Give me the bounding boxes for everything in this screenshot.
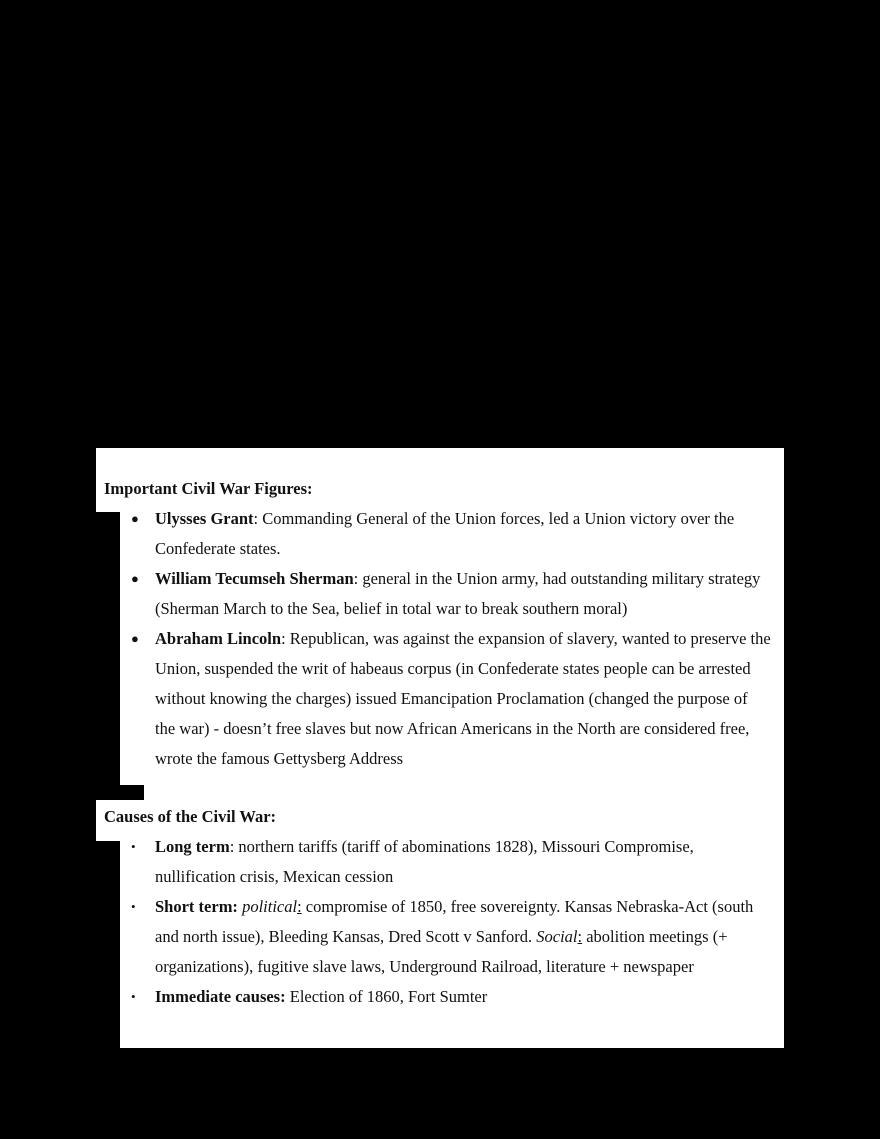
term-label: William Tecumseh Sherman bbox=[155, 569, 354, 588]
item-text: : general in the Union army, had outstanding military strategy (Sherman March to the Sea, belief in total war to break southern moral) bbox=[155, 569, 761, 618]
item-text: : northern tariffs (tariff of abominations 1828), Missouri Compromise, nullification crisis, Mexican cession bbox=[155, 837, 694, 886]
list-item-long-term bbox=[131, 832, 771, 892]
political-label: political bbox=[242, 897, 298, 916]
causes-list bbox=[131, 832, 771, 1012]
list-item-lincoln bbox=[131, 624, 771, 774]
section-heading-causes: Causes of the Civil War: bbox=[104, 807, 277, 826]
item-text: : Commanding General of the Union forces, led a Union victory over the Confederate states. bbox=[155, 509, 735, 558]
bullet-icon: • bbox=[131, 989, 136, 1004]
term-label: Long term bbox=[155, 837, 230, 856]
list-item-short-term bbox=[131, 892, 771, 982]
term-label: Ulysses Grant bbox=[155, 509, 254, 528]
bullet-icon: ● bbox=[131, 631, 139, 646]
bullet-icon: • bbox=[131, 899, 136, 914]
social-text: abolition meetings (+ organizations), fugitive slave laws, Underground Railroad, literature + newspaper bbox=[155, 927, 728, 976]
term-label: Short term: bbox=[155, 897, 238, 916]
item-text: Election of 1860, Fort Sumter bbox=[285, 987, 488, 1006]
term-label: Abraham Lincoln bbox=[155, 629, 282, 648]
list-item-grant bbox=[131, 504, 771, 564]
colon: : bbox=[297, 897, 302, 916]
section-heading-figures: Important Civil War Figures: bbox=[104, 479, 313, 498]
bullet-icon: ● bbox=[131, 571, 139, 586]
item-text: : Republican, was against the expansion of slavery, wanted to preserve the Union, suspended the writ of habeaus corpus (in Confederate states people can be arrested without knowing the charges) issued Emancipation Proclamation (changed the purpose of the war) - doesn’t free slaves but now African Americans in the North are considered free, wrote the famous Gettysberg Address bbox=[155, 629, 771, 768]
political-text: compromise of 1850, free sovereignty. Kansas Nebraska-Act (south and north issue), Bleeding Kansas, Dred Scott v Sanford. bbox=[155, 897, 754, 946]
social-label: Social bbox=[536, 927, 578, 946]
term-label: Immediate causes: bbox=[155, 987, 286, 1006]
bullet-icon: ● bbox=[131, 511, 139, 526]
list-item-sherman bbox=[131, 564, 771, 624]
figures-list bbox=[131, 504, 771, 774]
bullet-icon: • bbox=[131, 839, 136, 854]
colon: : bbox=[577, 927, 583, 946]
list-item-immediate bbox=[131, 982, 771, 1012]
